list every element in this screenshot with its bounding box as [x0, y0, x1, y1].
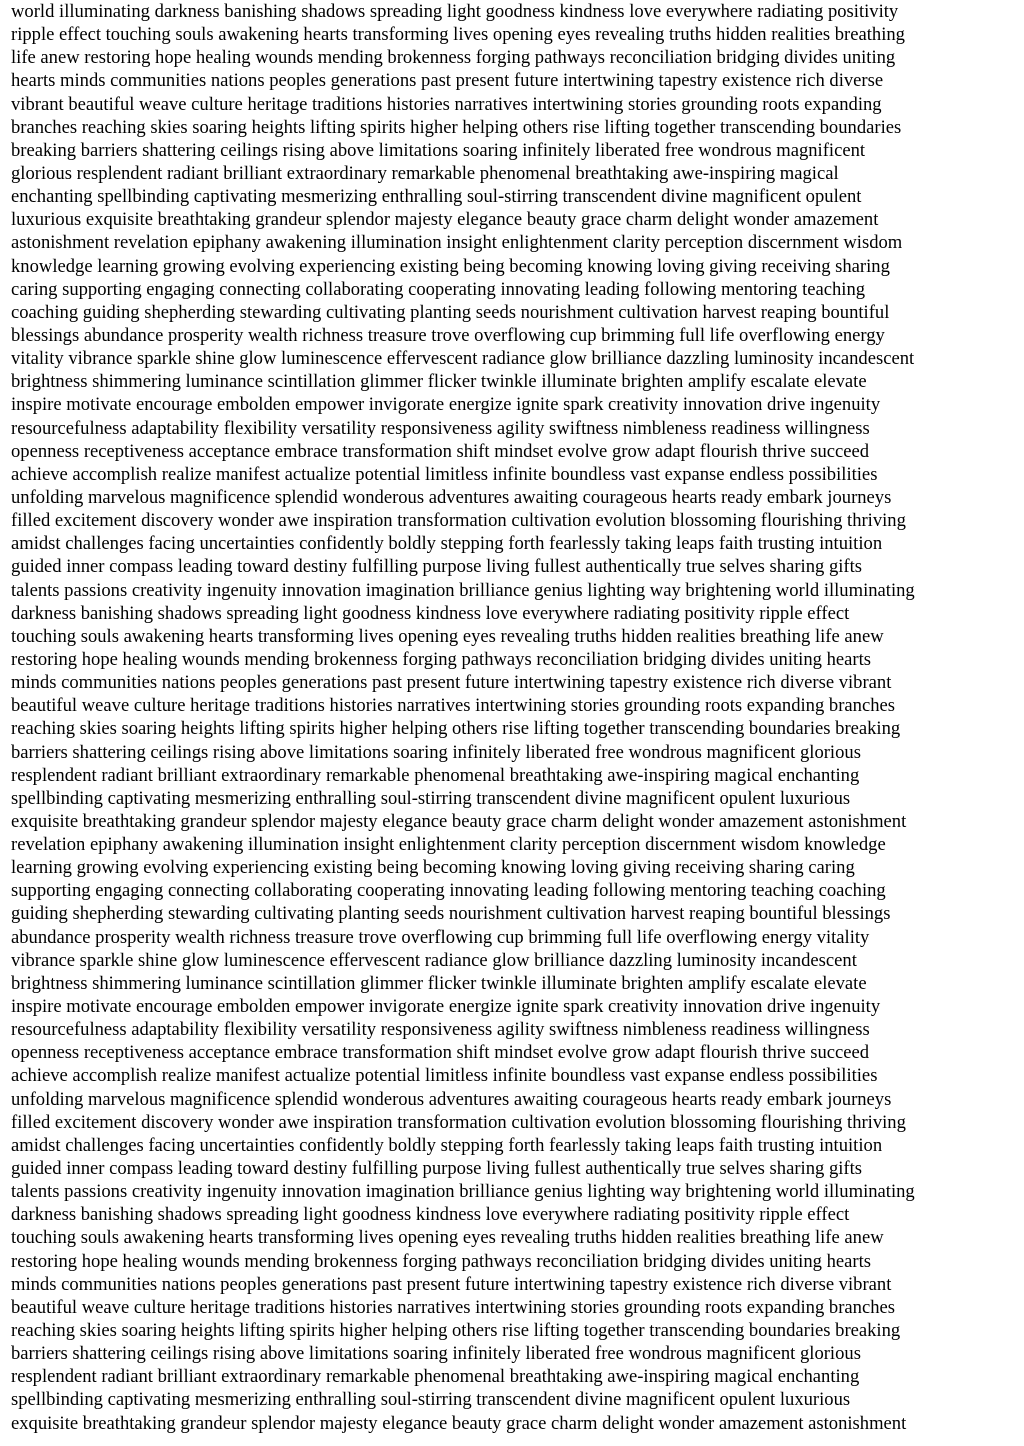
text-line: resourcefulness adaptability flexibility versatility responsiveness agility swiftness nimbleness readiness willingness [11, 417, 870, 439]
text-line: filled excitement discovery wonder awe inspiration transformation cultivation evolution blossoming flourishing thriving [11, 510, 906, 532]
text-line: coaching guiding shepherding stewarding cultivating planting seeds nourishment cultivation harvest reaping bountiful [11, 301, 890, 323]
text-line: talents passions creativity ingenuity innovation imagination brilliance genius lighting way brightening world illuminating [11, 1181, 915, 1203]
text-line: exquisite breathtaking grandeur splendor majesty elegance beauty grace charm delight wonder amazement astonishment [11, 1412, 907, 1434]
text-line: darkness banishing shadows spreading light goodness kindness love everywhere radiating positivity ripple effect [11, 602, 850, 624]
text-line: blessings abundance prosperity wealth richness treasure trove overflowing cup brimming full life overflowing energy [11, 324, 885, 346]
text-line: caring supporting engaging connecting collaborating cooperating innovating leading following mentoring teaching [11, 278, 866, 300]
text-line: supporting engaging connecting collaborating cooperating innovating leading following mentoring teaching coaching [11, 880, 886, 902]
text-line: guided inner compass leading toward destiny fulfilling purpose living fullest authentically true selves sharing gifts [11, 556, 862, 578]
text-line: beautiful weave culture heritage traditions histories narratives intertwining stories grounding roots expanding branches [11, 1296, 895, 1318]
text-line: achieve accomplish realize manifest actualize potential limitless infinite boundless vast expanse endless possibilities [11, 463, 878, 485]
text-line: hearts minds communities nations peoples generations past present future intertwining tapestry existence rich diverse [11, 70, 884, 92]
text-line: inspire motivate encourage embolden empower invigorate energize ignite spark creativity innovation drive ingenuity [11, 996, 881, 1018]
text-line: spellbinding captivating mesmerizing enthralling soul-stirring transcendent divine magnificent opulent luxurious [11, 787, 851, 809]
text-line: openness receptiveness acceptance embrace transformation shift mindset evolve grow adapt flourish thrive succeed [11, 1042, 870, 1064]
text-line: world illuminating darkness banishing shadows spreading light goodness kindness love everywhere radiating positivity [11, 1, 899, 22]
text-line: glorious resplendent radiant brilliant extraordinary remarkable phenomenal breathtaking awe-inspiring magical [11, 162, 839, 184]
text-line: guiding shepherding stewarding cultivating planting seeds nourishment cultivation harvest reaping bountiful blessings [11, 903, 891, 925]
text-line: achieve accomplish realize manifest actualize potential limitless infinite boundless vast expanse endless possibilities [11, 1065, 878, 1087]
text-line: barriers shattering ceilings rising above limitations soaring infinitely liberated free wondrous magnificent glorious [11, 741, 861, 763]
text-line: enchanting spellbinding captivating mesmerizing enthralling soul-stirring transcendent divine magnificent opulent [11, 186, 862, 208]
text-line: resplendent radiant brilliant extraordinary remarkable phenomenal breathtaking awe-inspiring magical enchanting [11, 1366, 860, 1388]
text-line: exquisite breathtaking grandeur splendor majesty elegance beauty grace charm delight wonder amazement astonishment [11, 810, 907, 832]
text-line: unfolding marvelous magnificence splendid wonderous adventures awaiting courageous hearts ready embark journeys [11, 486, 892, 508]
text-line: branches reaching skies soaring heights lifting spirits higher helping others rise lifting together transcending boundaries [11, 116, 902, 138]
text-line: luxurious exquisite breathtaking grandeur splendor majesty elegance beauty grace charm delight wonder amazement [11, 209, 879, 231]
text-line: resourcefulness adaptability flexibility versatility responsiveness agility swiftness nimbleness readiness willingness [11, 1019, 870, 1041]
text-line: spellbinding captivating mesmerizing enthralling soul-stirring transcendent divine magnificent opulent luxurious [11, 1389, 851, 1411]
text-line: beautiful weave culture heritage traditions histories narratives intertwining stories grounding roots expanding branches [11, 695, 895, 717]
text-line: astonishment revelation epiphany awakening illumination insight enlightenment clarity perception discernment wisdom [11, 232, 903, 254]
text-line: brightness shimmering luminance scintillation glimmer flicker twinkle illuminate brighten amplify escalate elevate [11, 972, 867, 994]
text-line: vitality vibrance sparkle shine glow luminescence effervescent radiance glow brilliance dazzling luminosity incandescent [11, 348, 915, 370]
text-line: knowledge learning growing evolving experiencing existing being becoming knowing loving giving receiving sharing [11, 255, 890, 277]
text-line: vibrant beautiful weave culture heritage traditions histories narratives intertwining stories grounding roots expanding [11, 93, 882, 115]
text-line: unfolding marvelous magnificence splendid wonderous adventures awaiting courageous hearts ready embark journeys [11, 1088, 892, 1110]
text-line: resplendent radiant brilliant extraordinary remarkable phenomenal breathtaking awe-inspiring magical enchanting [11, 764, 860, 786]
text-line: touching souls awakening hearts transforming lives opening eyes revealing truths hidden realities breathing life anew [11, 1227, 884, 1249]
text-line: restoring hope healing wounds mending brokenness forging pathways reconciliation bridging divides uniting hearts [11, 648, 871, 670]
text-line: ripple effect touching souls awakening hearts transforming lives opening eyes revealing truths hidden realities breathing [11, 24, 905, 46]
text-line: restoring hope healing wounds mending brokenness forging pathways reconciliation bridging divides uniting hearts [11, 1250, 871, 1272]
text-line: guided inner compass leading toward destiny fulfilling purpose living fullest authentically true selves sharing gifts [11, 1158, 862, 1180]
text-line: revelation epiphany awakening illumination insight enlightenment clarity perception discernment wisdom knowledge [11, 834, 886, 856]
text-line: inspire motivate encourage embolden empower invigorate energize ignite spark creativity innovation drive ingenuity [11, 394, 881, 416]
text-line: filled excitement discovery wonder awe inspiration transformation cultivation evolution blossoming flourishing thriving [11, 1111, 906, 1133]
text-line: amidst challenges facing uncertainties confidently boldly stepping forth fearlessly taking leaps faith trusting intuition [11, 533, 883, 555]
text-line: minds communities nations peoples generations past present future intertwining tapestry existence rich diverse vibrant [11, 672, 892, 694]
text-line: vibrance sparkle shine glow luminescence effervescent radiance glow brilliance dazzling luminosity incandescent [11, 949, 857, 971]
text-line: life anew restoring hope healing wounds mending brokenness forging pathways reconciliation bridging divides uniting [11, 47, 896, 69]
text-line: barriers shattering ceilings rising above limitations soaring infinitely liberated free wondrous magnificent glorious [11, 1343, 861, 1365]
text-line: minds communities nations peoples generations past present future intertwining tapestry existence rich diverse vibrant [11, 1273, 892, 1295]
text-line: touching souls awakening hearts transforming lives opening eyes revealing truths hidden realities breathing life anew [11, 625, 884, 647]
text-line: reaching skies soaring heights lifting spirits higher helping others rise lifting together transcending boundaries breaking [11, 1320, 901, 1342]
text-line: breaking barriers shattering ceilings rising above limitations soaring infinitely liberated free wondrous magnificent [11, 139, 866, 161]
text-line: amidst challenges facing uncertainties confidently boldly stepping forth fearlessly taking leaps faith trusting intuition [11, 1134, 883, 1156]
text-line: talents passions creativity ingenuity innovation imagination brilliance genius lighting way brightening world illuminating [11, 579, 915, 601]
text-line: openness receptiveness acceptance embrace transformation shift mindset evolve grow adapt flourish thrive succeed [11, 440, 870, 462]
text-line: darkness banishing shadows spreading light goodness kindness love everywhere radiating positivity ripple effect [11, 1204, 850, 1226]
text-line: learning growing evolving experiencing existing being becoming knowing loving giving receiving sharing caring [11, 857, 855, 879]
text-line: abundance prosperity wealth richness treasure trove overflowing cup brimming full life overflowing energy vitality [11, 926, 870, 948]
text-line: reaching skies soaring heights lifting spirits higher helping others rise lifting together transcending boundaries breaking [11, 718, 901, 740]
text-line: brightness shimmering luminance scintillation glimmer flicker twinkle illuminate brighten amplify escalate elevate [11, 371, 867, 393]
